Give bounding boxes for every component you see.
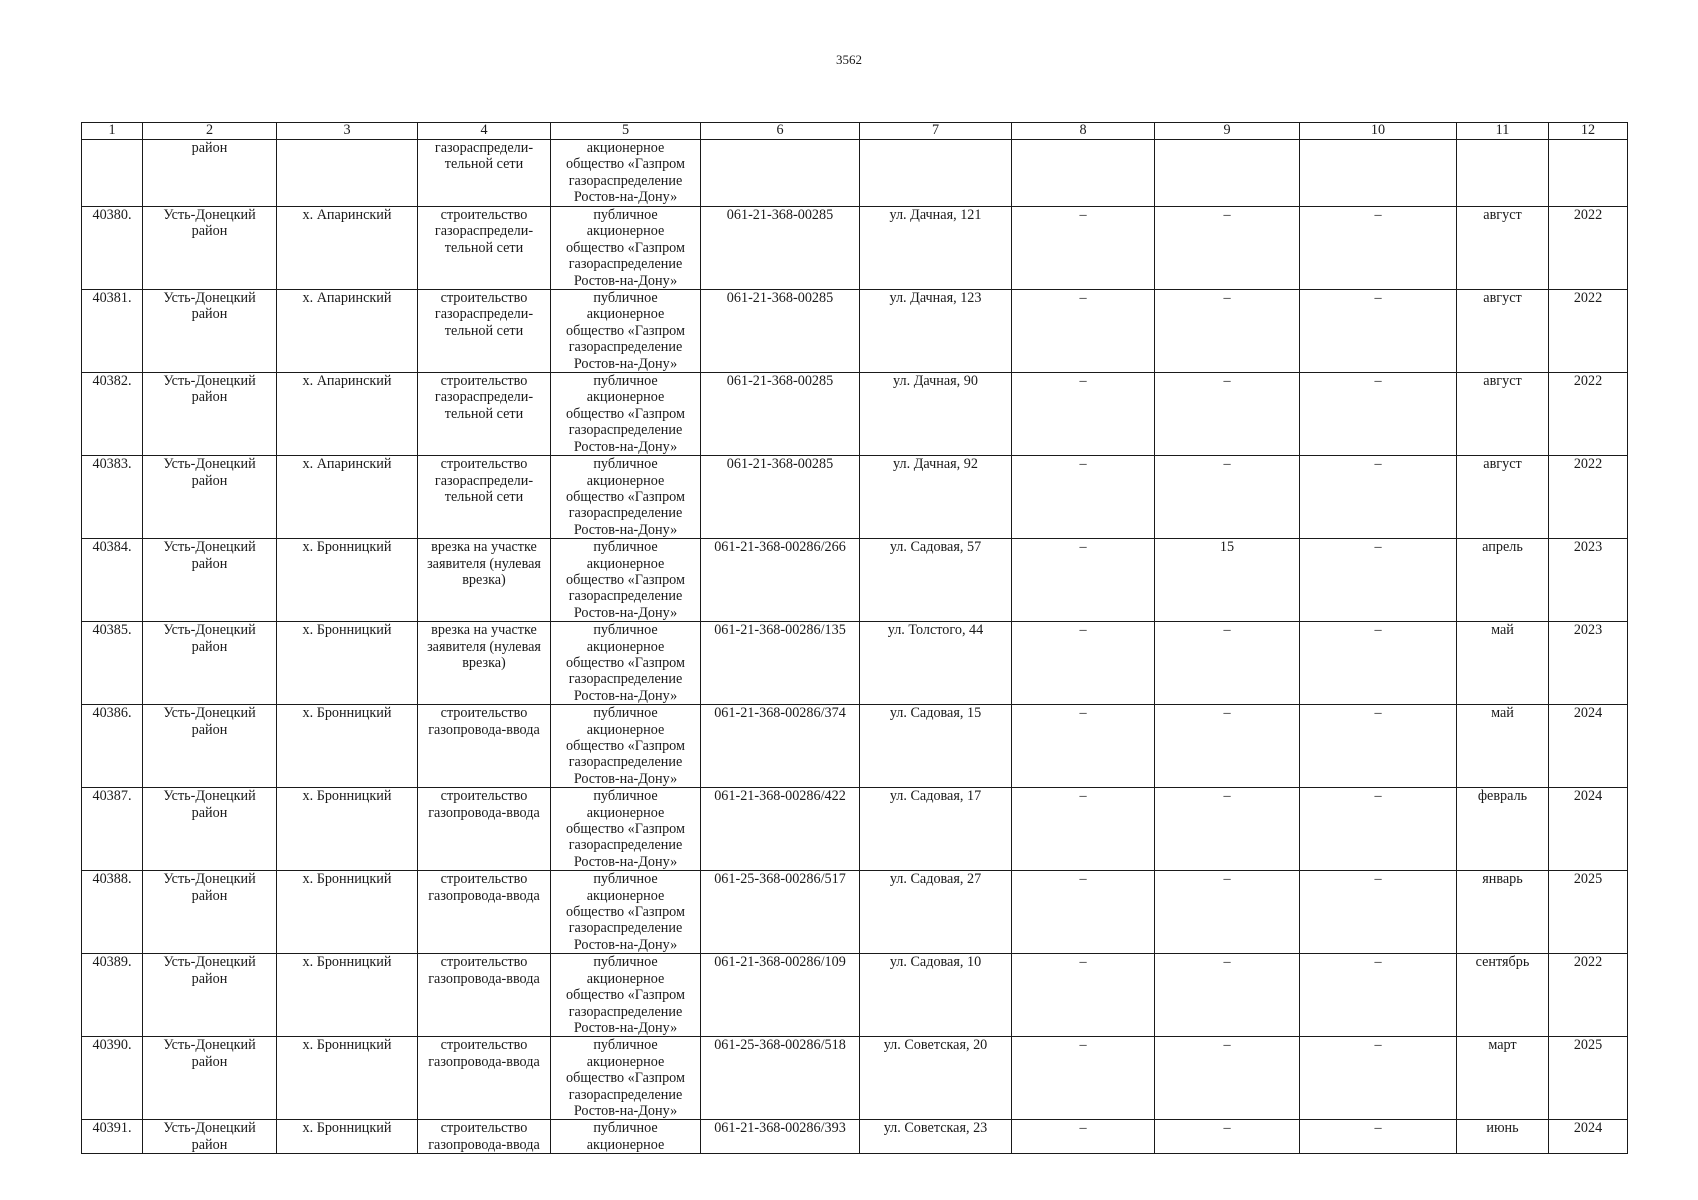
table-cell: х. Бронницкий [277, 622, 418, 705]
table-cell: х. Апаринский [277, 373, 418, 456]
table-cell: Усть-Донецкий район [143, 539, 277, 622]
table-cell: март [1457, 1037, 1549, 1120]
table-cell: акционерное общество «Газпром газораспределение Ростов-на-Дону» [551, 140, 701, 207]
table-cell: х. Бронницкий [277, 871, 418, 954]
column-header: 1 [82, 123, 143, 140]
table-cell: – [1300, 871, 1457, 954]
table-cell: х. Бронницкий [277, 1037, 418, 1120]
page-number: 3562 [836, 52, 862, 67]
table-cell: – [1300, 788, 1457, 871]
table-cell: Усть-Донецкий район [143, 622, 277, 705]
table-cell: – [1012, 954, 1155, 1037]
column-header: 8 [1012, 123, 1155, 140]
table-cell: – [1012, 456, 1155, 539]
table-row [82, 456, 1628, 539]
table-cell: ул. Советская, 23 [860, 1120, 1012, 1154]
table-cell: х. Бронницкий [277, 539, 418, 622]
table-cell: 2024 [1549, 1120, 1628, 1154]
table-cell [277, 140, 418, 207]
table-cell [82, 140, 143, 207]
column-header: 11 [1457, 123, 1549, 140]
table-cell: – [1300, 456, 1457, 539]
table-cell: 061-21-368-00285 [701, 373, 860, 456]
table-cell [701, 140, 860, 207]
table-cell: Усть-Донецкий район [143, 1120, 277, 1154]
table-cell: публичное акционерное общество «Газпром газораспределение Ростов-на-Дону» [551, 1037, 701, 1120]
table-cell: – [1012, 290, 1155, 373]
table-cell [1457, 140, 1549, 207]
table-cell: 40391. [82, 1120, 143, 1154]
table-cell: строительство газораспредели- тельной сети [418, 373, 551, 456]
table-cell: 2022 [1549, 290, 1628, 373]
table-cell: 061-21-368-00286/422 [701, 788, 860, 871]
table-cell: июнь [1457, 1120, 1549, 1154]
table-cell: публичное акционерное общество «Газпром газораспределение Ростов-на-Дону» [551, 207, 701, 290]
table-cell: ул. Садовая, 57 [860, 539, 1012, 622]
table-cell: – [1155, 373, 1300, 456]
table-cell: ул. Садовая, 17 [860, 788, 1012, 871]
table-cell: Усть-Донецкий район [143, 705, 277, 788]
table-cell: Усть-Донецкий район [143, 207, 277, 290]
table-cell: 061-21-368-00286/393 [701, 1120, 860, 1154]
table-row [82, 1037, 1628, 1120]
table-cell: Усть-Донецкий район [143, 456, 277, 539]
column-header: 7 [860, 123, 1012, 140]
table-cell: публичное акционерное общество «Газпром газораспределение Ростов-на-Дону» [551, 456, 701, 539]
table-cell: 2025 [1549, 871, 1628, 954]
table-cell: – [1155, 705, 1300, 788]
table-row [82, 373, 1628, 456]
table-cell: 40385. [82, 622, 143, 705]
table-cell: строительство газопровода-ввода [418, 954, 551, 1037]
table-cell: ул. Садовая, 10 [860, 954, 1012, 1037]
table-cell: – [1012, 871, 1155, 954]
table-cell: 2025 [1549, 1037, 1628, 1120]
table-cell: – [1012, 207, 1155, 290]
table-cell: – [1300, 1037, 1457, 1120]
table-cell: 061-21-368-00285 [701, 290, 860, 373]
table-cell: 061-21-368-00285 [701, 207, 860, 290]
table-cell: май [1457, 622, 1549, 705]
table-cell: х. Бронницкий [277, 788, 418, 871]
table-cell: публичное акционерное общество «Газпром газораспределение Ростов-на-Дону» [551, 871, 701, 954]
table-cell: 061-25-368-00286/517 [701, 871, 860, 954]
column-header: 3 [277, 123, 418, 140]
table-cell: 40382. [82, 373, 143, 456]
table-cell: х. Бронницкий [277, 705, 418, 788]
table-cell: 2024 [1549, 705, 1628, 788]
table-cell: газораспредели- тельной сети [418, 140, 551, 207]
table-cell: – [1012, 373, 1155, 456]
table-cell [1300, 140, 1457, 207]
table-cell: – [1155, 788, 1300, 871]
table-row [82, 788, 1628, 871]
table-cell: 061-21-368-00286/374 [701, 705, 860, 788]
table-cell: – [1300, 290, 1457, 373]
table-cell: – [1155, 871, 1300, 954]
table-cell [860, 140, 1012, 207]
table-cell: апрель [1457, 539, 1549, 622]
table-cell: сентябрь [1457, 954, 1549, 1037]
table-row [82, 871, 1628, 954]
table-cell: 2023 [1549, 539, 1628, 622]
table-cell: 2022 [1549, 456, 1628, 539]
table-row [82, 539, 1628, 622]
table-cell: ул. Садовая, 27 [860, 871, 1012, 954]
table-cell: ул. Дачная, 90 [860, 373, 1012, 456]
table-cell: 2023 [1549, 622, 1628, 705]
table-cell: публичное акционерное общество «Газпром газораспределение Ростов-на-Дону» [551, 954, 701, 1037]
table-row [82, 954, 1628, 1037]
table-cell: – [1300, 622, 1457, 705]
table-cell: – [1300, 705, 1457, 788]
table-cell: – [1155, 456, 1300, 539]
table-cell: – [1155, 954, 1300, 1037]
table-cell: публичное акционерное общество «Газпром газораспределение Ростов-на-Дону» [551, 373, 701, 456]
table-cell: – [1012, 1120, 1155, 1154]
table-cell: Усть-Донецкий район [143, 1037, 277, 1120]
table-cell: ул. Дачная, 92 [860, 456, 1012, 539]
table-cell: – [1012, 539, 1155, 622]
table-cell: Усть-Донецкий район [143, 788, 277, 871]
table-cell: – [1300, 207, 1457, 290]
table-cell: 2022 [1549, 207, 1628, 290]
table-cell: 061-21-368-00286/109 [701, 954, 860, 1037]
table-cell: публичное акционерное [551, 1120, 701, 1154]
column-header: 12 [1549, 123, 1628, 140]
table-cell: август [1457, 290, 1549, 373]
table-cell: 15 [1155, 539, 1300, 622]
table-cell: ул. Дачная, 121 [860, 207, 1012, 290]
column-header: 4 [418, 123, 551, 140]
table-cell: строительство газораспредели- тельной сети [418, 290, 551, 373]
table-cell: 061-25-368-00286/518 [701, 1037, 860, 1120]
table-cell: 2022 [1549, 373, 1628, 456]
table-cell: 40389. [82, 954, 143, 1037]
table-cell: – [1300, 954, 1457, 1037]
table-row [82, 1120, 1628, 1154]
column-header: 10 [1300, 123, 1457, 140]
table-cell: строительство газораспредели- тельной сети [418, 207, 551, 290]
table-cell: строительство газопровода-ввода [418, 1037, 551, 1120]
table-cell: ул. Толстого, 44 [860, 622, 1012, 705]
table-cell: ул. Советская, 20 [860, 1037, 1012, 1120]
table-cell [1155, 140, 1300, 207]
table-cell: – [1300, 373, 1457, 456]
table-cell: 40380. [82, 207, 143, 290]
table-cell: 40383. [82, 456, 143, 539]
table-cell: 40386. [82, 705, 143, 788]
table-cell: публичное акционерное общество «Газпром газораспределение Ростов-на-Дону» [551, 539, 701, 622]
table-cell: – [1155, 1120, 1300, 1154]
table-cell: строительство газопровода-ввода [418, 871, 551, 954]
column-header: 6 [701, 123, 860, 140]
table-cell: – [1012, 788, 1155, 871]
table-cell: август [1457, 207, 1549, 290]
table-row [82, 207, 1628, 290]
table-cell: январь [1457, 871, 1549, 954]
table-cell: Усть-Донецкий район [143, 954, 277, 1037]
table-cell: 061-21-368-00286/266 [701, 539, 860, 622]
table-cell: врезка на участке заявителя (нулевая врезка) [418, 539, 551, 622]
table-cell: февраль [1457, 788, 1549, 871]
column-header: 2 [143, 123, 277, 140]
table-cell: – [1012, 705, 1155, 788]
table-cell: август [1457, 373, 1549, 456]
table-cell: х. Бронницкий [277, 954, 418, 1037]
table-cell: 2024 [1549, 788, 1628, 871]
table-cell: Усть-Донецкий район [143, 373, 277, 456]
table-cell: строительство газопровода-ввода [418, 1120, 551, 1154]
table-row [82, 290, 1628, 373]
table-cell: строительство газопровода-ввода [418, 788, 551, 871]
table-cell [1012, 140, 1155, 207]
table-cell: Усть-Донецкий район [143, 290, 277, 373]
table-cell: 40388. [82, 871, 143, 954]
table-cell: 40390. [82, 1037, 143, 1120]
table-cell: – [1300, 1120, 1457, 1154]
table-cell: – [1300, 539, 1457, 622]
continuation-row [82, 140, 1628, 207]
table-cell: ул. Дачная, 123 [860, 290, 1012, 373]
table-cell: 061-21-368-00285 [701, 456, 860, 539]
column-number-header [82, 123, 1628, 140]
table-cell: 061-21-368-00286/135 [701, 622, 860, 705]
table-cell: х. Апаринский [277, 456, 418, 539]
table-row [82, 622, 1628, 705]
table-cell: – [1155, 207, 1300, 290]
register-table [81, 122, 1628, 1154]
table-cell: х. Бронницкий [277, 1120, 418, 1154]
table-cell: – [1155, 1037, 1300, 1120]
table-cell: публичное акционерное общество «Газпром газораспределение Ростов-на-Дону» [551, 290, 701, 373]
table-cell: врезка на участке заявителя (нулевая врезка) [418, 622, 551, 705]
table-cell: строительство газопровода-ввода [418, 705, 551, 788]
table-cell: 40387. [82, 788, 143, 871]
column-header: 9 [1155, 123, 1300, 140]
table-cell: – [1155, 622, 1300, 705]
column-header: 5 [551, 123, 701, 140]
table-cell: публичное акционерное общество «Газпром газораспределение Ростов-на-Дону» [551, 788, 701, 871]
table-cell: публичное акционерное общество «Газпром газораспределение Ростов-на-Дону» [551, 705, 701, 788]
table-cell: район [143, 140, 277, 207]
table-cell: 40384. [82, 539, 143, 622]
table-cell: август [1457, 456, 1549, 539]
table-cell: публичное акционерное общество «Газпром газораспределение Ростов-на-Дону» [551, 622, 701, 705]
table-cell: – [1012, 622, 1155, 705]
table-cell [1549, 140, 1628, 207]
table-cell: – [1155, 290, 1300, 373]
table-cell: 40381. [82, 290, 143, 373]
table-cell: строительство газораспредели- тельной сети [418, 456, 551, 539]
table-cell: 2022 [1549, 954, 1628, 1037]
table-cell: – [1012, 1037, 1155, 1120]
table-cell: май [1457, 705, 1549, 788]
table-row [82, 705, 1628, 788]
table-cell: ул. Садовая, 15 [860, 705, 1012, 788]
table-cell: х. Апаринский [277, 207, 418, 290]
table-cell: Усть-Донецкий район [143, 871, 277, 954]
table-cell: х. Апаринский [277, 290, 418, 373]
